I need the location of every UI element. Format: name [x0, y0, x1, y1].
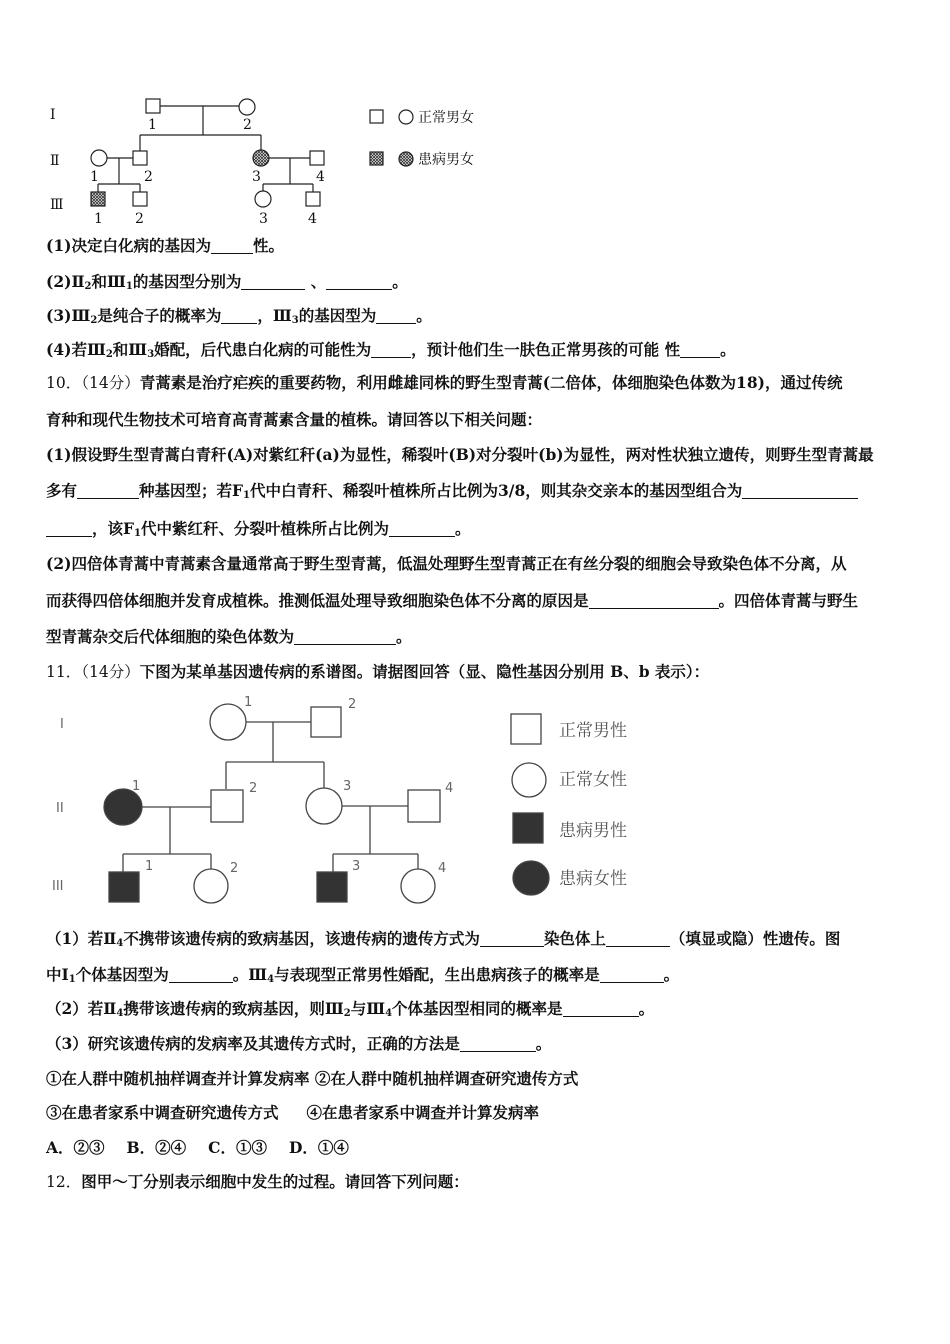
text: 、 [305, 272, 327, 291]
legend-affected-text: 患病男女 [418, 152, 474, 168]
text: （填显或隐）性遗传。图 [669, 929, 841, 948]
text: (1)决定白化病的基因为 [46, 236, 211, 255]
text: (1)假设野生型青蒿白青秆(A)对紫红秆(a)为显性，稀裂叶(B)对分裂叶(b)为显性，两对性状独立遗传，则野生型青蒿最 [46, 445, 874, 464]
ped2-number: 4 [438, 861, 447, 876]
ped2-number: 2 [249, 781, 258, 796]
legend-normal-text: 正常男女 [418, 110, 474, 126]
choice-c[interactable]: C．①③ [208, 1138, 267, 1157]
legend-affected-male-text: 患病男性 [559, 821, 627, 841]
ped2-II4-normal-male [408, 790, 440, 822]
text: （2）若Ⅱ [46, 999, 117, 1018]
answer-blank [742, 483, 858, 499]
ped2-number: 3 [343, 779, 352, 794]
text: 。 [392, 272, 408, 291]
ped1-I1-normal-male [146, 99, 160, 113]
albinism-pedigree [40, 95, 340, 235]
ped2-I1-normal-female [210, 704, 246, 740]
subscript: 2 [90, 315, 98, 326]
question-number: 12． [46, 1173, 82, 1191]
text: 。 [455, 519, 471, 538]
ped2-number: 1 [132, 779, 141, 794]
text: 和Ⅲ [91, 272, 126, 291]
q10-line3 [46, 445, 874, 465]
ped2-gen-label: I [60, 717, 64, 732]
text: 的基因型分别为 [132, 272, 242, 291]
answer-blank [46, 521, 92, 537]
answer-blank [371, 342, 411, 358]
ped2-number: 4 [445, 781, 454, 796]
ped2-III3-affected-male [317, 872, 347, 902]
text: 与表现型正常男性婚配，生出患病孩子的概率是 [274, 965, 600, 984]
text: 型青蒿杂交后代体细胞的染色体数为 [46, 627, 295, 646]
ped1-III1-affected-male [91, 192, 105, 206]
text: (2)四倍体青蒿中青蒿素含量通常高于野生型青蒿，低温处理野生型青蒿正在有丝分裂的细胞会导致染色体不分离，从 [46, 554, 847, 573]
text: 和Ⅲ [112, 340, 148, 359]
text: 图甲～丁分别表示细胞中发生的过程。请回答下列问题： [81, 1172, 469, 1191]
subscript: 3 [147, 349, 155, 360]
ped1-number: 2 [144, 169, 153, 185]
ped1-number: 2 [135, 211, 144, 227]
answer-blank [241, 274, 305, 290]
ped2-number: 2 [348, 697, 357, 712]
text: 染色体上 [543, 929, 606, 948]
text: 而获得四倍体细胞并发育成植株。推测低温处理导致细胞染色体不分离的原因是 [46, 591, 589, 610]
option-2: ②在人群中随机抽样调查研究遗传方式 [314, 1069, 579, 1088]
subscript: 4 [116, 938, 124, 949]
ped2-II3-normal-female [306, 788, 342, 824]
ped2-I2-normal-male [311, 707, 341, 737]
answer-blank [600, 967, 664, 983]
ped1-number: 2 [243, 117, 252, 133]
choice-d[interactable]: D．①④ [288, 1138, 349, 1157]
q11-sub3 [46, 1034, 551, 1054]
text: 。 [663, 965, 680, 984]
ped1-number: 1 [148, 117, 157, 133]
q10-line5 [46, 519, 471, 539]
text: 中Ⅰ [46, 965, 69, 984]
text: 的基因型为 [298, 306, 377, 325]
text: 种基因型；若F [139, 481, 244, 500]
legend-affected-male-symbol [513, 813, 543, 843]
answer-blank [169, 967, 233, 983]
q11-sub1-line1 [46, 929, 840, 949]
ped1-II4-normal-male [310, 151, 324, 165]
legend-normal-male-text: 正常男性 [559, 721, 627, 741]
option-3: ③在患者家系中调查研究遗传方式 [46, 1103, 279, 1122]
text: 。Ⅲ [232, 965, 268, 984]
text: 婚配，后代患白化病的可能性为 [154, 340, 372, 359]
single-gene-pedigree [40, 690, 470, 910]
text: ，Ⅲ [257, 306, 292, 325]
option-4: ④在患者家系中调查并计算发病率 [306, 1103, 540, 1122]
subscript: 4 [116, 1008, 124, 1019]
text: 。四倍体青蒿与野生 [718, 591, 859, 610]
text: (3) [46, 306, 72, 325]
legend-normal-male-symbol [511, 714, 541, 744]
answer-blank [389, 521, 455, 537]
text: Ⅲ [71, 306, 91, 325]
text: 代中紫红秆、分裂叶植株所占比例为 [140, 519, 389, 538]
q10-line6 [46, 554, 846, 574]
subscript: 1 [134, 528, 141, 539]
text: 。 [720, 340, 736, 359]
ped1-II3-affected-female [253, 150, 269, 166]
q10-line4 [46, 481, 858, 501]
ped2-III2-normal-female [194, 869, 228, 903]
q11-options-row2 [46, 1103, 539, 1123]
ped1-gen-label: Ⅱ [50, 153, 60, 169]
ped1-number: 1 [94, 211, 103, 227]
legend-normal-female-symbol [512, 763, 546, 797]
text: 携带该遗传病的致病基因，则Ⅲ [123, 999, 344, 1018]
text: 个体基因型相同的概率是 [392, 999, 563, 1018]
q9-part3 [46, 306, 432, 326]
text: 多有 [46, 481, 78, 500]
ped1-gen-label: Ⅲ [50, 197, 64, 213]
q11-choices [46, 1138, 349, 1158]
text: (2) [46, 272, 72, 291]
answer-blank [221, 308, 257, 324]
ped1-I2-normal-female [239, 99, 255, 115]
q10-line1 [46, 373, 842, 393]
text: 下图为某单基因遗传病的系谱图。请据图回答（显、隐性基因分别用 B、b 表示）： [139, 662, 710, 681]
answer-blank [680, 342, 720, 358]
ped1-III3-normal-female [255, 191, 271, 207]
answer-blank [77, 483, 139, 499]
ped2-III1-affected-male [109, 872, 139, 902]
ped2-number: 2 [230, 861, 239, 876]
text: 。 [396, 627, 412, 646]
legend-affected-male-symbol [370, 152, 383, 165]
q9-part2 [46, 272, 408, 292]
text: 代中白青秆、稀裂叶植株所占比例为3/8，则其杂交亲本的基因型组合为 [250, 481, 743, 500]
answer-blank [211, 238, 253, 254]
q9-part4 [46, 340, 736, 360]
legend-affected-female-symbol [399, 152, 413, 166]
text: Ⅱ [71, 272, 85, 291]
q10-line2 [46, 410, 542, 430]
single-gene-pedigree-legend [505, 708, 665, 902]
ped2-III4-normal-female [401, 869, 435, 903]
answer-blank [480, 931, 544, 947]
ped2-number: 1 [244, 695, 253, 710]
choice-b[interactable]: B．②④ [126, 1138, 187, 1157]
answer-blank [563, 1001, 639, 1017]
option-1: ①在人群中随机抽样调查并计算发病率 [46, 1069, 310, 1088]
text: ，预计他们生一肤色正常男孩的可能 性 [411, 340, 681, 359]
ped1-III4-normal-male [306, 192, 320, 206]
subscript: 1 [125, 281, 133, 292]
answer-blank [460, 1036, 536, 1052]
text: 个体基因型为 [75, 965, 169, 984]
subscript: 2 [105, 349, 113, 360]
text: 与Ⅲ [350, 999, 386, 1018]
albinism-pedigree-legend [368, 106, 508, 172]
ped1-gen-label: Ⅰ [50, 107, 56, 123]
answer-blank [376, 308, 416, 324]
text: 青蒿素是治疗疟疾的重要药物，利用雌雄同株的野生型青蒿(二倍体，体细胞染色体数为18)，通过传统 [139, 373, 843, 392]
text: （1）若Ⅱ [46, 929, 117, 948]
legend-normal-female-symbol [399, 110, 413, 124]
answer-blank [294, 629, 396, 645]
ped1-number: 4 [308, 211, 317, 227]
text: （3）研究该遗传病的发病率及其遗传方式时，正确的方法是 [46, 1034, 460, 1053]
subscript: 2 [84, 281, 92, 292]
ped2-gen-label: III [52, 879, 64, 894]
text: 是纯合子的概率为 [97, 306, 222, 325]
q11-sub1-line2 [46, 965, 679, 985]
subscript: 2 [343, 1008, 351, 1019]
text: 。 [416, 306, 432, 325]
ped1-number: 4 [316, 169, 325, 185]
q10-line7 [46, 591, 858, 611]
choice-a[interactable]: A．②③ [46, 1138, 105, 1157]
question-number: 10．（14分） [46, 374, 140, 392]
text: 不携带该遗传病的致病基因，该遗传病的遗传方式为 [123, 929, 480, 948]
legend-affected-female-symbol [513, 861, 549, 895]
ped2-gen-label: II [56, 801, 64, 816]
subscript: 3 [291, 315, 299, 326]
text: ，该F [92, 519, 135, 538]
question-number: 11．（14分） [46, 663, 140, 681]
ped1-II1-normal-female [91, 150, 107, 166]
ped1-number: 3 [259, 211, 268, 227]
q9-part1 [46, 236, 284, 256]
subscript: 4 [267, 974, 275, 985]
q11-options-row1 [46, 1069, 578, 1089]
subscript: 4 [385, 1008, 393, 1019]
ped1-III2-normal-male [133, 192, 147, 206]
text: 。 [535, 1034, 552, 1053]
subscript: 1 [68, 974, 76, 985]
ped1-II2-normal-male [133, 151, 147, 165]
ped2-number: 1 [145, 859, 154, 874]
ped2-II1-affected-female [104, 789, 142, 825]
answer-blank [326, 274, 392, 290]
text: 育种和现代生物技术可培育高青蒿素含量的植株。请回答以下相关问题： [46, 410, 543, 429]
q10-line8 [46, 627, 412, 647]
ped1-number: 3 [252, 169, 261, 185]
text: (4)若Ⅲ [46, 340, 106, 359]
ped2-II2-normal-male [211, 790, 243, 822]
q11-sub2 [46, 999, 654, 1019]
q12-intro [46, 1172, 469, 1192]
answer-blank [589, 593, 719, 609]
text: 性。 [252, 236, 284, 255]
q11-intro [46, 662, 709, 682]
answer-blank [606, 931, 670, 947]
legend-normal-male-symbol [370, 110, 383, 123]
text: 。 [638, 999, 655, 1018]
subscript: 1 [243, 490, 250, 501]
legend-normal-female-text: 正常女性 [559, 770, 627, 790]
legend-affected-female-text: 患病女性 [559, 869, 627, 889]
ped2-number: 3 [352, 859, 361, 874]
ped1-number: 1 [90, 169, 99, 185]
